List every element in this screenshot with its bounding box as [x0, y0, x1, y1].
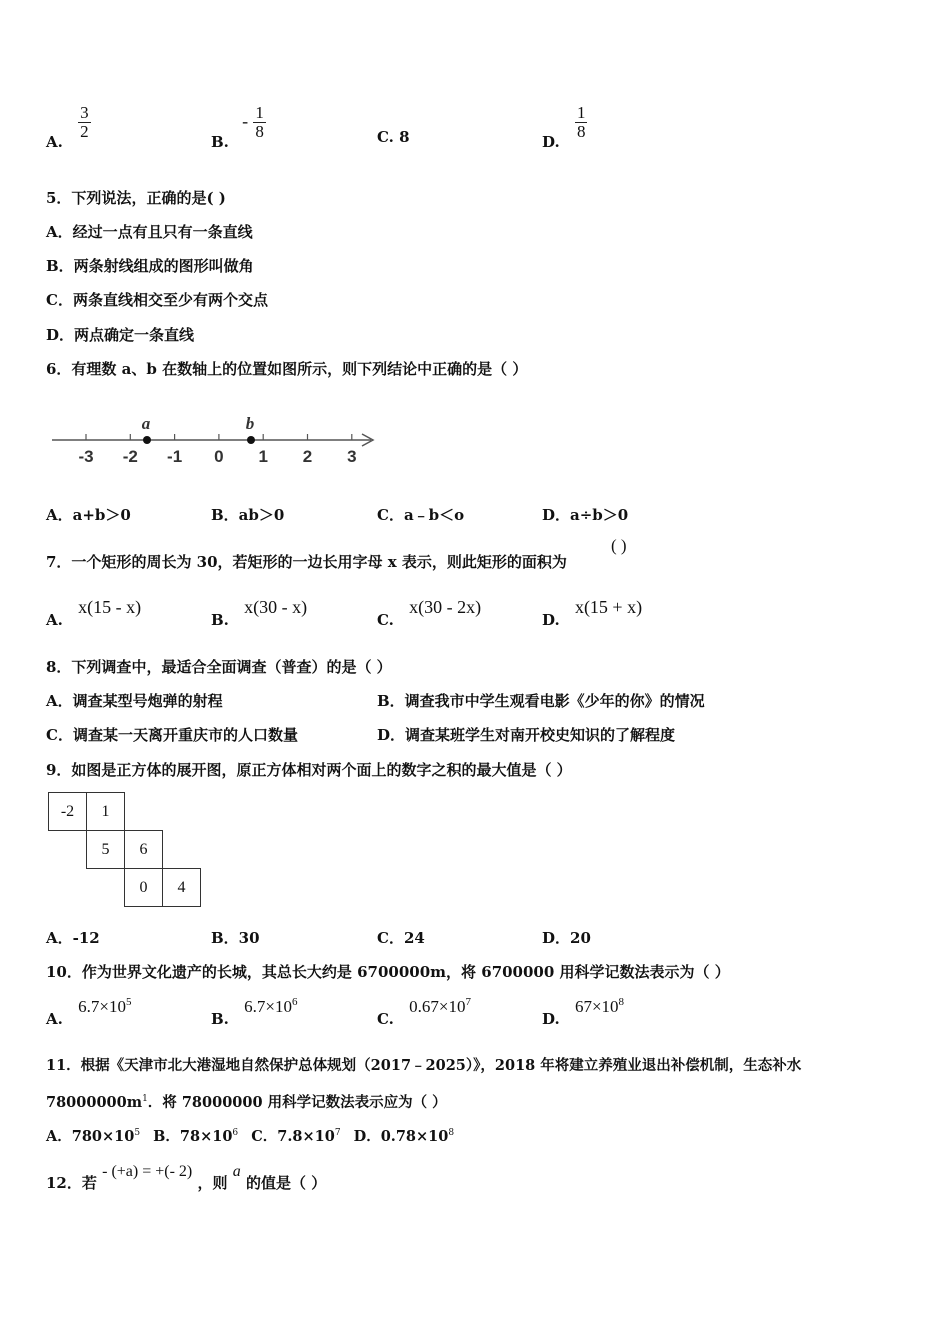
q4-option-b-letter: B. [211, 132, 229, 151]
q11-option-a [46, 1128, 140, 1145]
q12-expr: - (+a) = +(- 2) [102, 1163, 193, 1180]
base: 0.67×10 [409, 997, 466, 1016]
base: 67×10 [574, 997, 619, 1016]
numerator: 1 [576, 103, 586, 122]
q7-option-c [377, 597, 482, 629]
point-a-label: a [141, 414, 151, 433]
q7-option-b-letter: B. [211, 611, 229, 629]
q9-option-b: B．30 [211, 929, 260, 947]
q4-option-a-fraction [78, 104, 91, 141]
q7-option-c-letter: C. [377, 611, 394, 629]
q10-stem: 10．作为世界文化遗产的长城，其总长大约是 6700000m，将 6700000 用科学记数法表示为（ ） [46, 963, 730, 981]
q8-option-c: C．调查某一天离开重庆市的人口数量 [46, 726, 298, 744]
q7-stem: 7．一个矩形的周长为 30，若矩形的一边长用字母 x 表示，则此矩形的面积为 [46, 553, 567, 571]
q4-option-c: C. 8 [377, 128, 410, 146]
q4-option-d-fraction [575, 104, 588, 141]
q8-stem: 8．下列调查中，最适合全面调查（普查）的是（ ） [46, 658, 392, 676]
base: 6.7×10 [78, 997, 126, 1016]
point-b-label: b [245, 414, 255, 433]
q7-option-a-expr: x(15 - x) [78, 597, 142, 617]
axis-tick-label: -3 [78, 447, 94, 466]
q9-option-a: A．-12 [46, 929, 100, 947]
q8-option-a: A．调查某型号炮弹的射程 [46, 692, 223, 710]
q11-option-c-exp: 7 [334, 1128, 341, 1139]
q11-option-a-base: A．780×10 [46, 1128, 135, 1145]
q12-prefix: 12．若 [46, 1174, 97, 1192]
numerator: 1 [255, 103, 264, 122]
q7-option-b-expr: x(30 - x) [244, 597, 308, 617]
q10-option-b [211, 996, 298, 1028]
net-cell: 6 [124, 830, 163, 869]
q5-option-c: C．两条直线相交至少有两个交点 [46, 291, 268, 309]
axis-tick-label: 1 [258, 447, 268, 466]
q11-option-c-base: C．7.8×10 [251, 1128, 335, 1145]
q7-option-c-expr: x(30 - 2x) [409, 597, 482, 617]
q5-stem: 5．下列说法，正确的是( ) [46, 189, 226, 207]
q10-option-d-letter: D. [542, 1010, 560, 1028]
q7-option-d [542, 597, 643, 629]
q10-option-b-letter: B. [211, 1010, 229, 1028]
q8-option-d: D．调查某班学生对南开校史知识的了解程度 [377, 726, 676, 744]
numerator: 3 [80, 103, 89, 122]
q10-option-a-letter: A. [46, 1010, 63, 1028]
q5-option-d: D．两点确定一条直线 [46, 326, 195, 344]
net-cell: 1 [86, 792, 125, 831]
q11-option-c [251, 1128, 340, 1145]
q10-option-c [377, 996, 471, 1028]
axis-tick-label: 0 [214, 447, 224, 466]
axis-tick-label: 3 [347, 447, 357, 466]
q4-option-b [211, 103, 266, 151]
exponent: 7 [465, 996, 471, 1008]
q9-option-d: D．20 [542, 929, 591, 947]
q5-option-a: A．经过一点有且只有一条直线 [46, 223, 253, 241]
q11-option-a-exp: 5 [134, 1128, 141, 1139]
q11-stem-line2 [46, 1091, 447, 1112]
exponent: 8 [618, 996, 625, 1008]
q5-option-b: B．两条射线组成的图形叫做角 [46, 257, 254, 275]
q12-stem [46, 1160, 327, 1192]
q10-option-c-letter: C. [377, 1010, 394, 1028]
q4-option-d-letter: D. [542, 132, 560, 151]
q7-paren: ( ) [611, 536, 627, 555]
q9-option-c: C．24 [377, 929, 425, 947]
q6-option-a: A．a+b＞0 [46, 506, 131, 524]
q11-rest: ．将 78000000 用科学记数法表示应为（ ） [147, 1094, 447, 1111]
q6-option-d: D．a÷b＞0 [542, 506, 629, 524]
q7-option-a [46, 597, 142, 629]
q6-option-b: B．ab＞0 [211, 506, 285, 524]
q11-number: 78000000m [46, 1094, 143, 1111]
q7-option-b [211, 597, 308, 629]
q11-option-d [354, 1128, 454, 1145]
net-cell: -2 [48, 792, 87, 831]
axis-tick-label: 2 [302, 447, 313, 466]
axis-tick-label: -2 [122, 447, 138, 466]
q12-middle: ，则 [197, 1174, 228, 1192]
q7-option-d-letter: D. [542, 611, 560, 629]
q10-option-c-expr [409, 997, 471, 1016]
denominator: 8 [576, 122, 586, 141]
q11-option-b-base: B．78×10 [153, 1128, 233, 1145]
q7-option-d-expr: x(15 + x) [574, 597, 643, 617]
exponent: 6 [291, 996, 298, 1008]
net-cell: 0 [124, 868, 163, 907]
q10-option-d-expr [575, 997, 624, 1016]
q11-option-d-exp: 8 [448, 1128, 455, 1139]
denominator: 8 [255, 122, 264, 141]
q11-unit-sup: 1 [142, 1094, 148, 1105]
q10-option-a [46, 996, 132, 1028]
q10-option-a-expr [78, 997, 131, 1016]
q4-option-d [542, 103, 587, 151]
base: 6.7×10 [244, 997, 292, 1016]
q11-options [46, 1125, 454, 1146]
q8-option-b: B．调查我市中学生观看电影《少年的你》的情况 [377, 692, 705, 710]
q11-option-d-base: D．0.78×10 [353, 1128, 449, 1145]
point-a-dot [143, 436, 151, 444]
point-b-dot [247, 436, 255, 444]
denominator: 2 [80, 122, 89, 141]
q7-option-a-letter: A. [46, 611, 63, 629]
q10-option-b-expr [244, 997, 297, 1016]
q11-option-b-exp: 6 [232, 1128, 239, 1139]
q9-stem: 9．如图是正方体的展开图，原正方体相对两个面上的数字之积的最大值是（ ） [46, 761, 572, 779]
q11-stem-line1: 11．根据《天津市北大港湿地自然保护总体规划（2017﹣2025）》，2018 年将建立养殖业退出补偿机制，生态补水 [46, 1057, 802, 1074]
q4-option-b-sign: - [242, 110, 249, 131]
q12-suffix: 的值是（ ） [245, 1174, 327, 1192]
q4-option-a [46, 103, 91, 151]
q4-option-b-fraction [253, 104, 266, 141]
exponent: 5 [125, 996, 132, 1008]
q6-number-line [46, 405, 386, 475]
q6-option-c: C．a﹣b＜o [377, 506, 465, 524]
axis-tick-label: -1 [167, 447, 183, 466]
q6-stem: 6．有理数 a、b 在数轴上的位置如图所示，则下列结论中正确的是（ ） [46, 360, 528, 378]
q12-var: a [232, 1163, 241, 1180]
q4-option-a-letter: A. [46, 132, 63, 151]
q10-option-d [542, 996, 625, 1028]
q11-option-b [153, 1128, 238, 1145]
net-cell: 4 [162, 868, 201, 907]
net-cell: 5 [86, 830, 125, 869]
